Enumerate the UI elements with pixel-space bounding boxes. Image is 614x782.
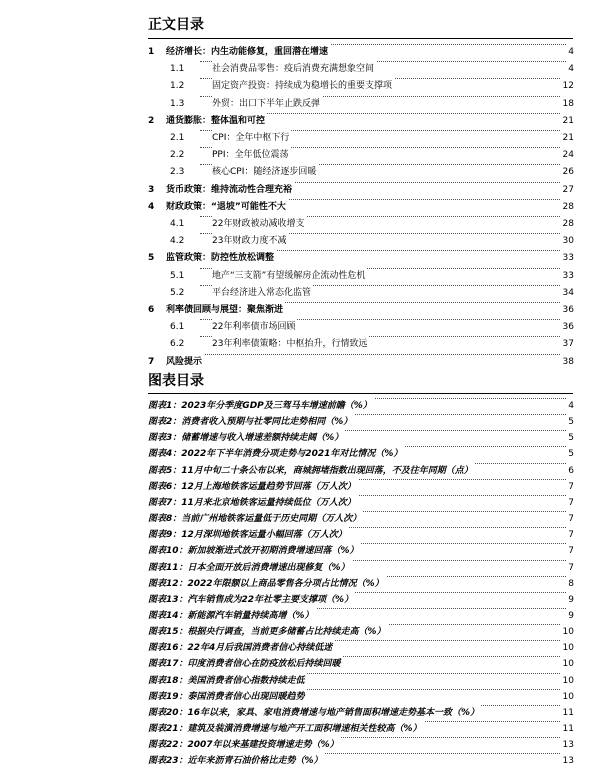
figure-entry[interactable] (0, 527, 614, 543)
figure-list-heading: 图表目录 (148, 373, 204, 389)
figure-entry-page: 10 (561, 673, 574, 689)
toc-entry[interactable] (0, 233, 614, 249)
toc-entry-title: 地产“三支箭”有望缓解房企流动性危机 (212, 268, 367, 284)
toc-entry-number: 6 (148, 305, 155, 315)
figure-entry[interactable] (0, 656, 614, 672)
figure-entry-title: 图表13：汽车销售成为22年社零主要支撑项（%） (148, 592, 355, 608)
toc-entry-page: 18 (561, 96, 574, 112)
toc-entry-title: 外贸：出口下半年止跌反弹 (212, 96, 322, 112)
toc-entry-title: 通货膨胀：整体温和可控 (166, 113, 267, 129)
toc-entry[interactable] (0, 147, 614, 163)
toc-entry-title: 22年利率债市场回顾 (212, 319, 297, 335)
toc-entry-number: 1.1 (170, 64, 185, 75)
figure-entry-title: 图表16：22年4月后我国消费者信心持续低迷 (148, 640, 334, 656)
toc-entry-title: 固定资产投资：持续成为稳增长的重要支撑项 (212, 78, 394, 94)
figure-entry-page: 5 (566, 430, 574, 446)
figure-entry-title: 图表8：当前广州地铁客运量低于历史同期（万人次） (148, 511, 363, 527)
toc-entry-title: 财政政策：“退坡”可能性不大 (166, 199, 288, 215)
toc-entry-number: 2 (148, 115, 155, 126)
figure-entry-title: 图表12：2022年限额以上商品零售各分项占比情况（%） (148, 576, 386, 592)
figure-entry-title: 图表21：建筑及装潢消费增速与地产开工面积增速相关性较高（%） (148, 721, 424, 737)
toc-entry-number: 5 (148, 253, 155, 264)
toc-entry[interactable] (0, 130, 614, 146)
toc-entry-number: 4.1 (170, 219, 185, 229)
toc-entry-number: 1.3 (170, 98, 185, 109)
toc-heading: 正文目录 (148, 17, 204, 33)
figure-entry-title: 图表20：16年以来，家具、家电消费增速与地产销售面积增速走势基本一致（%） (148, 705, 481, 721)
toc-entry-page: 26 (561, 164, 574, 180)
toc-entry-page: 36 (561, 302, 574, 318)
toc-entry-title: 利率债回顾与展望：聚焦渐进 (166, 302, 285, 318)
figure-entry[interactable] (0, 543, 614, 559)
figure-entry-title: 图表22：2007年以来基建投资增速走势（%） (148, 737, 341, 753)
toc-entry-number: 2.2 (170, 150, 185, 161)
figure-entry-page: 9 (566, 592, 574, 608)
figure-entry-page: 5 (566, 414, 574, 430)
figure-entry-page: 7 (566, 543, 574, 559)
figure-entry-title: 图表23：近年来沥青石油价格比走势（%） (148, 753, 325, 769)
figure-entry-page: 7 (566, 479, 574, 495)
toc-entry-page: 30 (561, 233, 574, 249)
toc-entry-title: 风险提示 (166, 354, 204, 370)
figure-entry[interactable] (0, 495, 614, 511)
figure-entry-page: 5 (566, 446, 574, 462)
toc-entry-title: 23年利率债策略：中枢抬升，行情致远 (212, 336, 369, 352)
toc-entry[interactable] (0, 44, 614, 60)
figure-entry[interactable] (0, 673, 614, 689)
toc-entry[interactable] (0, 199, 614, 215)
toc-entry-number: 4 (148, 201, 155, 212)
figure-entry-title: 图表17：印度消费者信心在防疫放松后持续回暖 (148, 656, 343, 672)
figure-entry-page: 4 (566, 398, 574, 414)
figure-entry-page: 6 (566, 463, 574, 479)
figure-entry[interactable] (0, 560, 614, 576)
figure-list-heading-rule (148, 393, 573, 394)
toc-entry-page: 4 (566, 44, 574, 60)
figure-entry[interactable] (0, 414, 614, 430)
toc-entry-number: 2.1 (170, 133, 185, 143)
figure-entry[interactable] (0, 463, 614, 479)
figure-entry-title: 图表2：消费者收入预期与社零同比走势相同（%） (148, 414, 354, 430)
figure-entry[interactable] (0, 430, 614, 446)
figure-entry-title: 图表4：2022年下半年消费分项走势与2021年对比情况（%） (148, 446, 404, 462)
toc-entry-page: 36 (561, 319, 574, 335)
toc-entry-title: 经济增长：内生动能修复，重回潜在增速 (166, 44, 330, 60)
toc-entry-page: 21 (561, 113, 574, 129)
figure-entry-title: 图表11：日本全面开放后消费增速出现修复（%） (148, 560, 352, 576)
figure-entry[interactable] (0, 737, 614, 753)
figure-entry-title: 图表18：美国消费者信心指数持续走低 (148, 673, 307, 689)
toc-entry-page: 28 (561, 199, 574, 215)
figure-entry-page: 10 (561, 689, 574, 705)
figure-entry-title: 图表9：12月深圳地铁客运量小幅回落（万人次） (148, 527, 349, 543)
figure-entry-title: 图表19：泰国消费者信心出现回暖趋势 (148, 689, 307, 705)
figure-entry[interactable] (0, 479, 614, 495)
figure-entry-title: 图表14：新能源汽车销量持续高增（%） (148, 608, 316, 624)
toc-heading-rule (148, 38, 573, 39)
toc-entry-page: 28 (561, 216, 574, 232)
toc-entry[interactable] (0, 61, 614, 77)
toc-entry[interactable] (0, 182, 614, 198)
toc-entry-page: 38 (561, 354, 574, 370)
toc-entry[interactable] (0, 96, 614, 112)
figure-entry-title: 图表6：12月上海地铁客运量趋势节回落（万人次） (148, 479, 358, 495)
toc-entry[interactable] (0, 336, 614, 352)
toc-entry-title: 核心CPI：随经济逐步回暖 (212, 164, 318, 180)
toc-entry-title: 23年财政力度不减 (212, 233, 288, 249)
figure-entry-page: 11 (561, 705, 574, 721)
toc-entry-number: 5.2 (170, 287, 185, 298)
figure-entry-page: 10 (561, 656, 574, 672)
toc-entry[interactable] (0, 302, 614, 318)
toc-entry-number: 5.1 (170, 270, 185, 281)
toc-entry-title: 22年财政被动减收增支 (212, 216, 306, 232)
figure-entry[interactable] (0, 640, 614, 656)
toc-entry-page: 12 (561, 78, 574, 94)
toc-entry-title: PPI：全年低位震荡 (212, 147, 291, 163)
figure-entry[interactable] (0, 705, 614, 721)
toc-entry-number: 4.2 (170, 236, 185, 247)
figure-entry-page: 10 (561, 640, 574, 656)
figure-entry[interactable] (0, 721, 614, 737)
figure-entry[interactable] (0, 608, 614, 624)
toc-entry-title: CPI：全年中枢下行 (212, 130, 291, 146)
toc-entry-number: 6.1 (170, 322, 185, 333)
toc-entry-page: 24 (561, 147, 574, 163)
toc-entry-page: 27 (561, 182, 574, 198)
figure-entry[interactable] (0, 753, 614, 769)
toc-entry-page: 33 (561, 250, 574, 266)
figure-entry-page: 8 (566, 576, 574, 592)
figure-entry[interactable] (0, 446, 614, 462)
toc-entry[interactable] (0, 319, 614, 335)
figure-entry-page: 7 (566, 495, 574, 511)
toc-leader-dots (200, 354, 566, 355)
toc-entry-page: 33 (561, 268, 574, 284)
toc-entry-page: 4 (566, 61, 574, 77)
figure-entry-title: 图表1：2023年分季度GDP及三驾马车增速前瞻（%） (148, 398, 374, 414)
toc-entry[interactable] (0, 216, 614, 232)
figure-entry-page: 13 (561, 737, 574, 753)
toc-entry-number: 6.2 (170, 339, 185, 350)
figure-entry[interactable] (0, 624, 614, 640)
toc-entry-title: 货币政策：维持流动性合理充裕 (166, 182, 294, 198)
toc-entry[interactable] (0, 113, 614, 129)
toc-entry-number: 3 (148, 184, 155, 195)
figure-entry-page: 11 (561, 721, 574, 737)
figure-entry-page: 7 (566, 511, 574, 527)
figure-entry-page: 9 (566, 608, 574, 624)
figure-entry-page: 10 (561, 624, 574, 640)
figure-entry-page: 7 (566, 527, 574, 543)
figure-entry-title: 图表10：新加坡渐进式放开初期消费增速回落（%） (148, 543, 361, 559)
toc-entry-title: 平台经济进入常态化监管 (212, 285, 313, 301)
toc-entry-page: 37 (561, 336, 574, 352)
toc-entry[interactable] (0, 78, 614, 94)
figure-entry-title: 图表5：11月中旬二十条公布以来，商城拥堵指数出现回落，不及往年同期（点） (148, 463, 475, 479)
figure-entry-title: 图表15：根据央行调查，当前更多储蓄占比持续走高（%） (148, 624, 388, 640)
toc-entry[interactable] (0, 250, 614, 266)
toc-entry-number: 1.2 (170, 81, 185, 92)
toc-entry-page: 21 (561, 130, 574, 146)
toc-entry-title: 社会消费品零售：疫后消费充满想象空间 (212, 61, 376, 77)
figure-entry[interactable] (0, 398, 614, 414)
toc-entry-title: 监管政策：防控性放松调整 (166, 250, 276, 266)
toc-entry[interactable] (0, 268, 614, 284)
toc-entry[interactable] (0, 164, 614, 180)
toc-entry[interactable] (0, 354, 614, 370)
figure-entry[interactable] (0, 689, 614, 705)
figure-entry-page: 13 (561, 753, 574, 769)
figure-entry-title: 图表7：11月来北京地铁客运量持续低位（万人次） (148, 495, 358, 511)
figure-entry[interactable] (0, 511, 614, 527)
figure-entry[interactable] (0, 576, 614, 592)
toc-entry-number: 1 (148, 47, 155, 57)
figure-entry[interactable] (0, 592, 614, 608)
toc-entry-page: 34 (561, 285, 574, 301)
figure-entry-page: 7 (566, 560, 574, 576)
figure-entry-title: 图表3：储蓄增速与收入增速差额持续走阔（%） (148, 430, 345, 446)
toc-entry-number: 7 (148, 356, 155, 367)
toc-entry[interactable] (0, 285, 614, 301)
toc-entry-number: 2.3 (170, 167, 185, 178)
